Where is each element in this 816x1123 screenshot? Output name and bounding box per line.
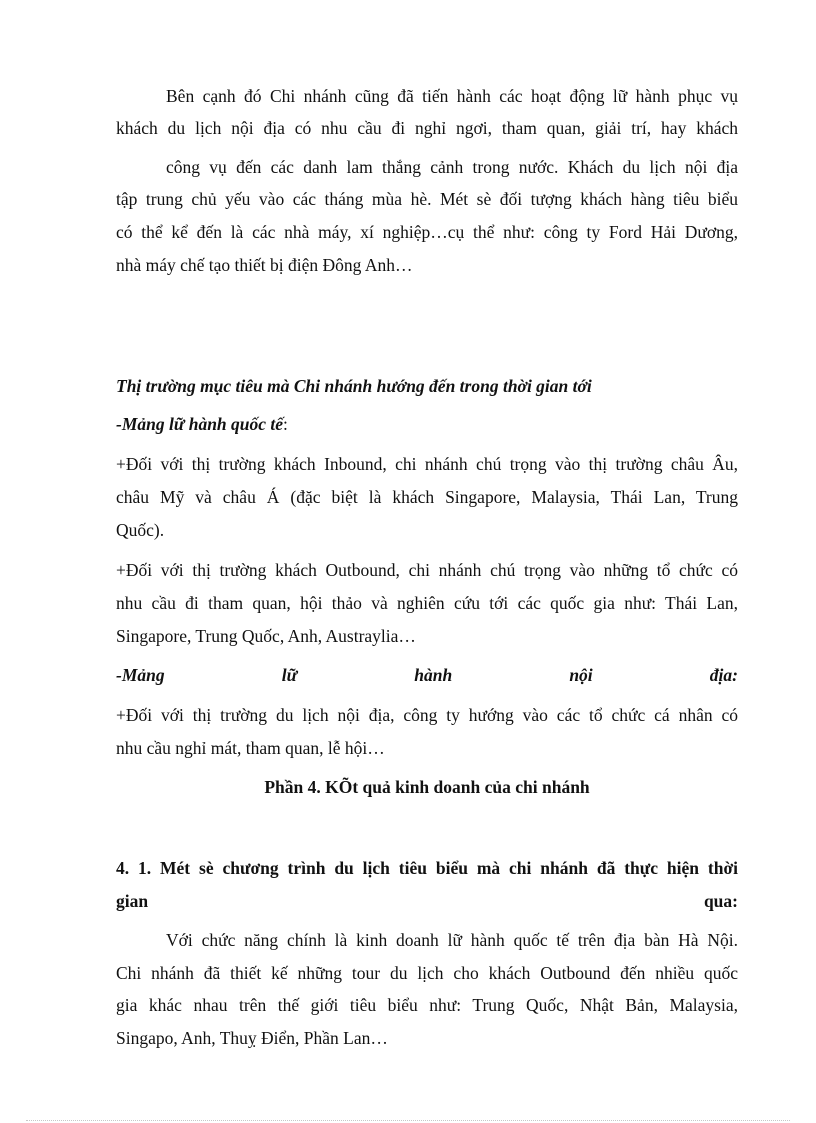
paragraph-line: tập trung chủ yếu vào các tháng mùa hè. Mét sè đối tượng khách hàng tiêu biểu (116, 189, 738, 209)
international-heading-text: -Mảng lữ hành quốc tế (116, 414, 284, 434)
paragraph-line: Bên cạnh đó Chi nhánh cũng đã tiến hành các hoạt động lữ hành phục vụ (166, 86, 738, 106)
paragraph-line: công vụ đến các danh lam thắng cảnh trong nước. Khách du lịch nội địa (166, 157, 738, 177)
domestic-heading-word: lữ (281, 665, 298, 685)
outbound-line: Singapore, Trung Quốc, Anh, Austraylia… (116, 626, 416, 646)
domestic-heading-word: nội (569, 665, 593, 685)
paragraph-line: có thể kể đến là các nhà máy, xí nghiệp…cụ thể như: công ty Ford Hải Dương, (116, 222, 738, 242)
section41-line: Với chức năng chính là kinh doanh lữ hành quốc tế trên địa bàn Hà Nội. (166, 930, 738, 950)
domestic-heading (116, 664, 738, 686)
section41-heading: 4. 1. Mét sè chương trình du lịch tiêu biểu mà chi nhánh đã thực hiện thời (116, 858, 738, 878)
section41-line: gia khác nhau trên thế giới tiêu biểu như: Trung Quốc, Nhật Bản, Malaysia, (116, 995, 738, 1015)
international-heading-colon: : (283, 414, 288, 434)
section41-heading-left: gian (116, 891, 149, 911)
target-market-heading: Thị trường mục tiêu mà Chi nhánh hướng đến trong thời gian tới (116, 376, 592, 396)
section41-line: Chi nhánh đã thiết kế những tour du lịch cho khách Outbound đến nhiều quốc (116, 963, 738, 983)
paragraph-line: nhà máy chế tạo thiết bị điện Đông Anh… (116, 255, 413, 275)
domestic-heading-word: -Mảng (116, 665, 165, 685)
outbound-line: +Đối với thị trường khách Outbound, chi nhánh chú trọng vào những tổ chức có (116, 560, 738, 580)
domestic-heading-word: hành (414, 665, 453, 685)
paragraph-line: khách du lịch nội địa có nhu cầu đi nghỉ ngơi, tham quan, giải trí, hay khách (116, 118, 738, 138)
international-heading (116, 413, 738, 435)
inbound-line: châu Mỹ và châu Á (đặc biệt là khách Singapore, Malaysia, Thái Lan, Trung (116, 487, 738, 507)
inbound-line: Quốc). (116, 520, 165, 540)
inbound-line: +Đối với thị trường khách Inbound, chi nhánh chú trọng vào thị trường châu Âu, (116, 454, 738, 474)
domestic-line: nhu cầu nghỉ mát, tham quan, lễ hội… (116, 738, 385, 758)
outbound-line: nhu cầu đi tham quan, hội thảo và nghiên cứu tới các quốc gia như: Thái Lan, (116, 593, 738, 613)
page-bottom-rule (26, 1120, 790, 1121)
section41-heading-continued (116, 890, 738, 912)
domestic-heading-word: địa: (709, 665, 738, 685)
section41-line: Singapo, Anh, Thuỵ Điển, Phần Lan… (116, 1028, 388, 1048)
section41-heading-right: qua: (703, 891, 738, 911)
part4-title: Phần 4. KÕt quả kinh doanh của chi nhánh (264, 777, 590, 797)
domestic-line: +Đối với thị trường du lịch nội địa, công ty hướng vào các tổ chức cá nhân có (116, 705, 738, 725)
